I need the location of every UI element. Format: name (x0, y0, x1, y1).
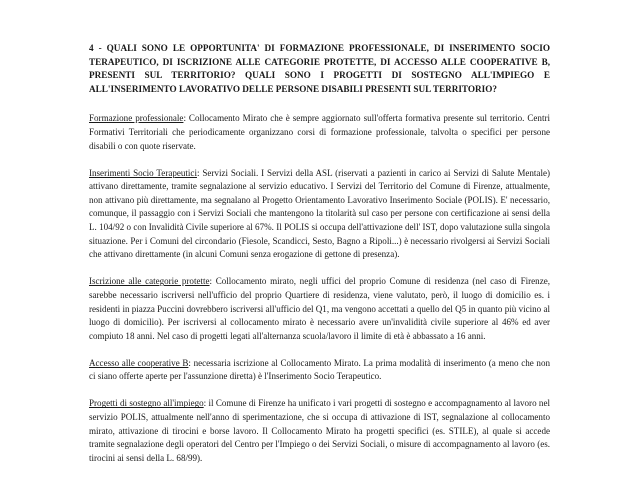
paragraph-lead: Progetti di sostegno all'impiego (89, 398, 204, 409)
question-heading: 4 - QUALI SONO LE OPPORTUNITA' DI FORMAZIONE PROFESSIONALE, DI INSERIMENTO SOCIO TERAPEUTICO, DI ISCRIZIONE ALLE CATEGORIE PROTETTE, DI ACCESSO ALLE COOPERATIVE B, PRESENTI SUL TERRITORIO? QUALI SONO I PROGETTI DI SOSTEGNO ALL'IMPIEGO E ALL'INSERIMENTO LAVORATIVO DELLE PERSONE DISABILI PRESENTI SUL TERRITORIO? (89, 43, 550, 94)
document-page (89, 42, 550, 479)
paragraph-lead: Inserimenti Socio Terapeutici (89, 167, 197, 178)
paragraph-lead: Iscrizione alle categorie protette (89, 276, 210, 287)
paragraph-inserimenti-socio-terapeutici (89, 167, 550, 262)
paragraph-formazione-professionale (89, 112, 550, 153)
paragraph-body: : Collocamento Mirato che è sempre aggiornato sull'offerta formativa presente sul territorio. Centri Formativi Territoriali che periodicamente organizzano corsi di formazione professionale, talvolta o specifici per persone disabili o con quote riservate. (89, 113, 550, 151)
paragraph-body: : il Comune di Firenze ha unificato i vari progetti di sostegno e accompagnamento al lavoro nel servizio POLIS, attualmente nell'anno di sperimentazione, che si occupa di attivazione di IST, segnalazione al collocamento mirato, attivazione di tirocini e borse lavoro. Il Collocamento Mirato ha progetti specifici (es. STILE), al quale si accede tramite segnalazione degli operatori del Centro per l'Impiego o dei Servizi Sociali, o misure di accompagnamento al lavoro (es. tirocini ai sensi della L. 68/99). (89, 398, 550, 463)
paragraph-lead: Formazione professionale (89, 113, 184, 124)
paragraph-body: : necessaria iscrizione al Collocamento Mirato. La prima modalità di inserimento (a meno che non ci siano offerte aperte per l'assunzione diretta) è l'Inserimento Socio Terapeutico. (89, 357, 550, 382)
paragraph-sostegno-impiego (89, 397, 550, 465)
paragraph-body: : Collocamento mirato, negli uffici del proprio Comune di residenza (nel caso di Firenze, sarebbe necessario iscriversi nell'ufficio del proprio Quartiere di residenza, viene valutato, però, il luogo di domicilio es. i residenti in piazza Puccini dovrebbero iscriversi all'ufficio del Q1, ma vengono accettati a quello del Q5 in quanto più vicino al luogo di domicilio). Per iscriversi al collocamento mirato è necessario avere un'invalidità civile superiore al 46% ed aver compiuto 18 anni. Nel caso di progetti legati all'alternanza scuola/lavoro il limite di età è abbassato a 16 anni. (89, 276, 550, 341)
paragraph-lead: Accesso alle cooperative B (89, 357, 189, 368)
paragraph-body: : Servizi Sociali. I Servizi della ASL (riservati a pazienti in carico ai Servizi di Salute Mentale) attivano direttamente, tramite segnalazione al servizio educativo. I Servizi del Territorio del Comune di Firenze, attualmente, non attivano più direttamente, ma segnalano al Progetto Orientamento Lavorativo Inserimento Sociale (POLIS). E' necessario, comunque, il passaggio con i Servizi Sociali che mantengono la titolarità sul caso per persone con certificazione ai sensi della L. 104/92 o con Invalidità Civile superiore al 67%. Il POLIS si occupa dell'attivazione dell' IST, dopo valutazione sulla singola situazione. Per i Comuni del circondario (Fiesole, Scandicci, Sesto, Bagno a Ripoli...) è necessario rivolgersi ai Servizi Sociali che attivano direttamente (in alcuni Comuni senza erogazione di gettone di presenza). (89, 167, 550, 260)
paragraph-categorie-protette (89, 275, 550, 343)
paragraph-cooperative-b (89, 357, 550, 384)
